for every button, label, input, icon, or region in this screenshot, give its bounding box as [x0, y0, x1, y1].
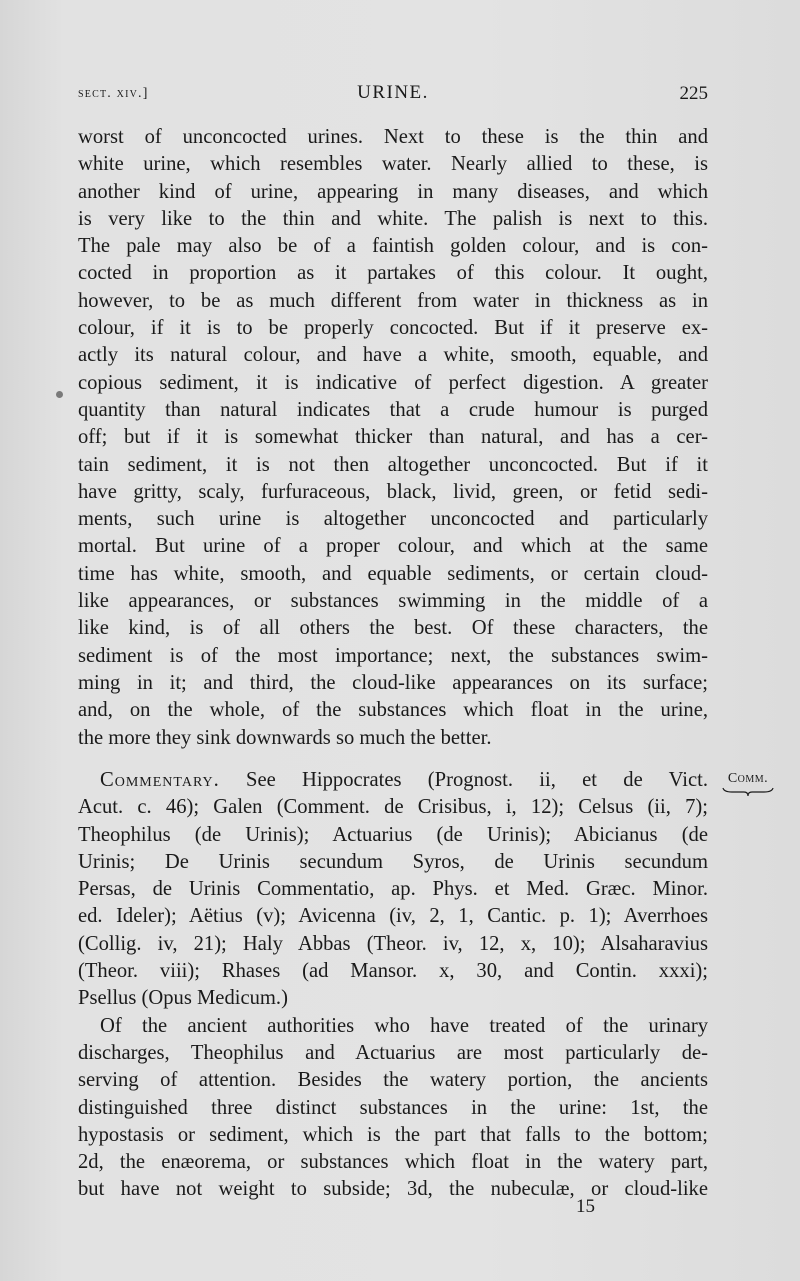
text-line: like kind, is of all others the best. Of these characters, the — [78, 617, 708, 640]
text-line: and, on the whole, of the substances which float in the urine, — [78, 699, 708, 722]
text-line: distinguished three distinct substances in the urine: 1st, the — [78, 1096, 708, 1119]
commentary-line: Psellus (Opus Medicum.) — [78, 987, 288, 1010]
commentary-line: ed. Ideler); Aëtius (v); Avicenna (iv, 2, 1, Cantic. p. 1); Averrhoes — [78, 905, 708, 928]
text-line: worst of unconcocted urines. Next to these is the thin and — [78, 126, 708, 148]
text-line: have gritty, scaly, furfuraceous, black, livid, green, or fetid sedi- — [78, 480, 708, 503]
text-line: white urine, which resembles water. Nearly allied to these, is — [78, 153, 708, 176]
commentary-first-line — [78, 767, 708, 794]
running-head — [78, 82, 708, 106]
margin-speck — [56, 391, 63, 398]
commentary-line: Urinis; De Urinis secundum Syros, de Urinis secundum — [78, 850, 708, 873]
text-line: another kind of urine, appearing in many diseases, and which — [78, 180, 708, 203]
text-line: ming in it; and third, the cloud-like appearances on its surface; — [78, 671, 708, 694]
section-reference: sect. xiv.] — [78, 86, 149, 101]
text-line: 2d, the enæorema, or substances which float in the watery part, — [78, 1151, 708, 1174]
text-line: however, to be as much different from water in thickness as in — [78, 289, 708, 312]
text-line: quantity than natural indicates that a crude humour is purged — [78, 398, 708, 421]
commentary-line: (Collig. iv, 21); Haly Abbas (Theor. iv, 12, x, 10); Alsaharavius — [78, 932, 708, 955]
commentary-label: Commentary. — [100, 769, 220, 791]
text-line: sediment is of the most importance; next, the substances swim- — [78, 644, 708, 667]
text-line: mortal. But urine of a proper colour, and which at the same — [78, 535, 708, 558]
text-line: actly its natural colour, and have a white, smooth, equable, and — [78, 344, 708, 367]
text-line: colour, if it is to be properly concocted. But if it preserve ex- — [78, 317, 708, 340]
text-line: The pale may also be of a faintish golden colour, and is con- — [78, 235, 708, 258]
text-line: like appearances, or substances swimming in the middle of a — [78, 590, 708, 613]
page-title: URINE. — [357, 82, 429, 103]
commentary-line: Theophilus (de Urinis); Actuarius (de Urinis); Abicianus (de — [78, 823, 708, 846]
main-paragraph — [78, 124, 708, 752]
commentary-line: (Theor. viii); Rhases (ad Mansor. x, 30, and Contin. xxxi); — [78, 960, 708, 983]
page-number: 225 — [679, 83, 708, 104]
text-line: Of the ancient authorities who have treated of the urinary — [100, 1014, 708, 1037]
signature-mark: 15 — [576, 1196, 595, 1217]
commentary-line: Acut. c. 46); Galen (Comment. de Crisibus, i, 12); Celsus (ii, 7); — [78, 796, 708, 819]
text-line: time has white, smooth, and equable sediments, or certain cloud- — [78, 562, 708, 585]
margin-note-label: Comm. — [727, 771, 769, 786]
text-line: serving of attention. Besides the watery portion, the ancients — [78, 1069, 708, 1092]
text-line: discharges, Theophilus and Actuarius are most particularly de- — [78, 1041, 708, 1064]
brace-icon — [722, 787, 774, 797]
text-line: but have not weight to subside; 3d, the nubeculæ, or cloud-like — [78, 1178, 708, 1201]
margin-note — [718, 771, 778, 797]
text-line: ments, such urine is altogether unconcocted and particularly — [78, 508, 708, 531]
text-line: hypostasis or sediment, which is the part that falls to the bottom; — [78, 1123, 708, 1146]
text-line: off; but if it is somewhat thicker than natural, and has a cer- — [78, 426, 708, 449]
text-line: the more they sink downwards so much the better. — [78, 726, 492, 749]
commentary-line: Persas, de Urinis Commentatio, ap. Phys. et Med. Græc. Minor. — [78, 878, 708, 901]
commentary-section — [78, 767, 708, 1204]
text-line: cocted in proportion as it partakes of this colour. It ought, — [78, 262, 708, 285]
text-line: tain sediment, it is not then altogether unconcocted. But if it — [78, 453, 708, 476]
text-line: is very like to the thin and white. The palish is next to this. — [78, 207, 708, 230]
text-line: copious sediment, it is indicative of perfect digestion. A greater — [78, 371, 708, 394]
commentary-first-line-text: See Hippocrates (Prognost. ii, et de Vict. — [246, 769, 708, 791]
